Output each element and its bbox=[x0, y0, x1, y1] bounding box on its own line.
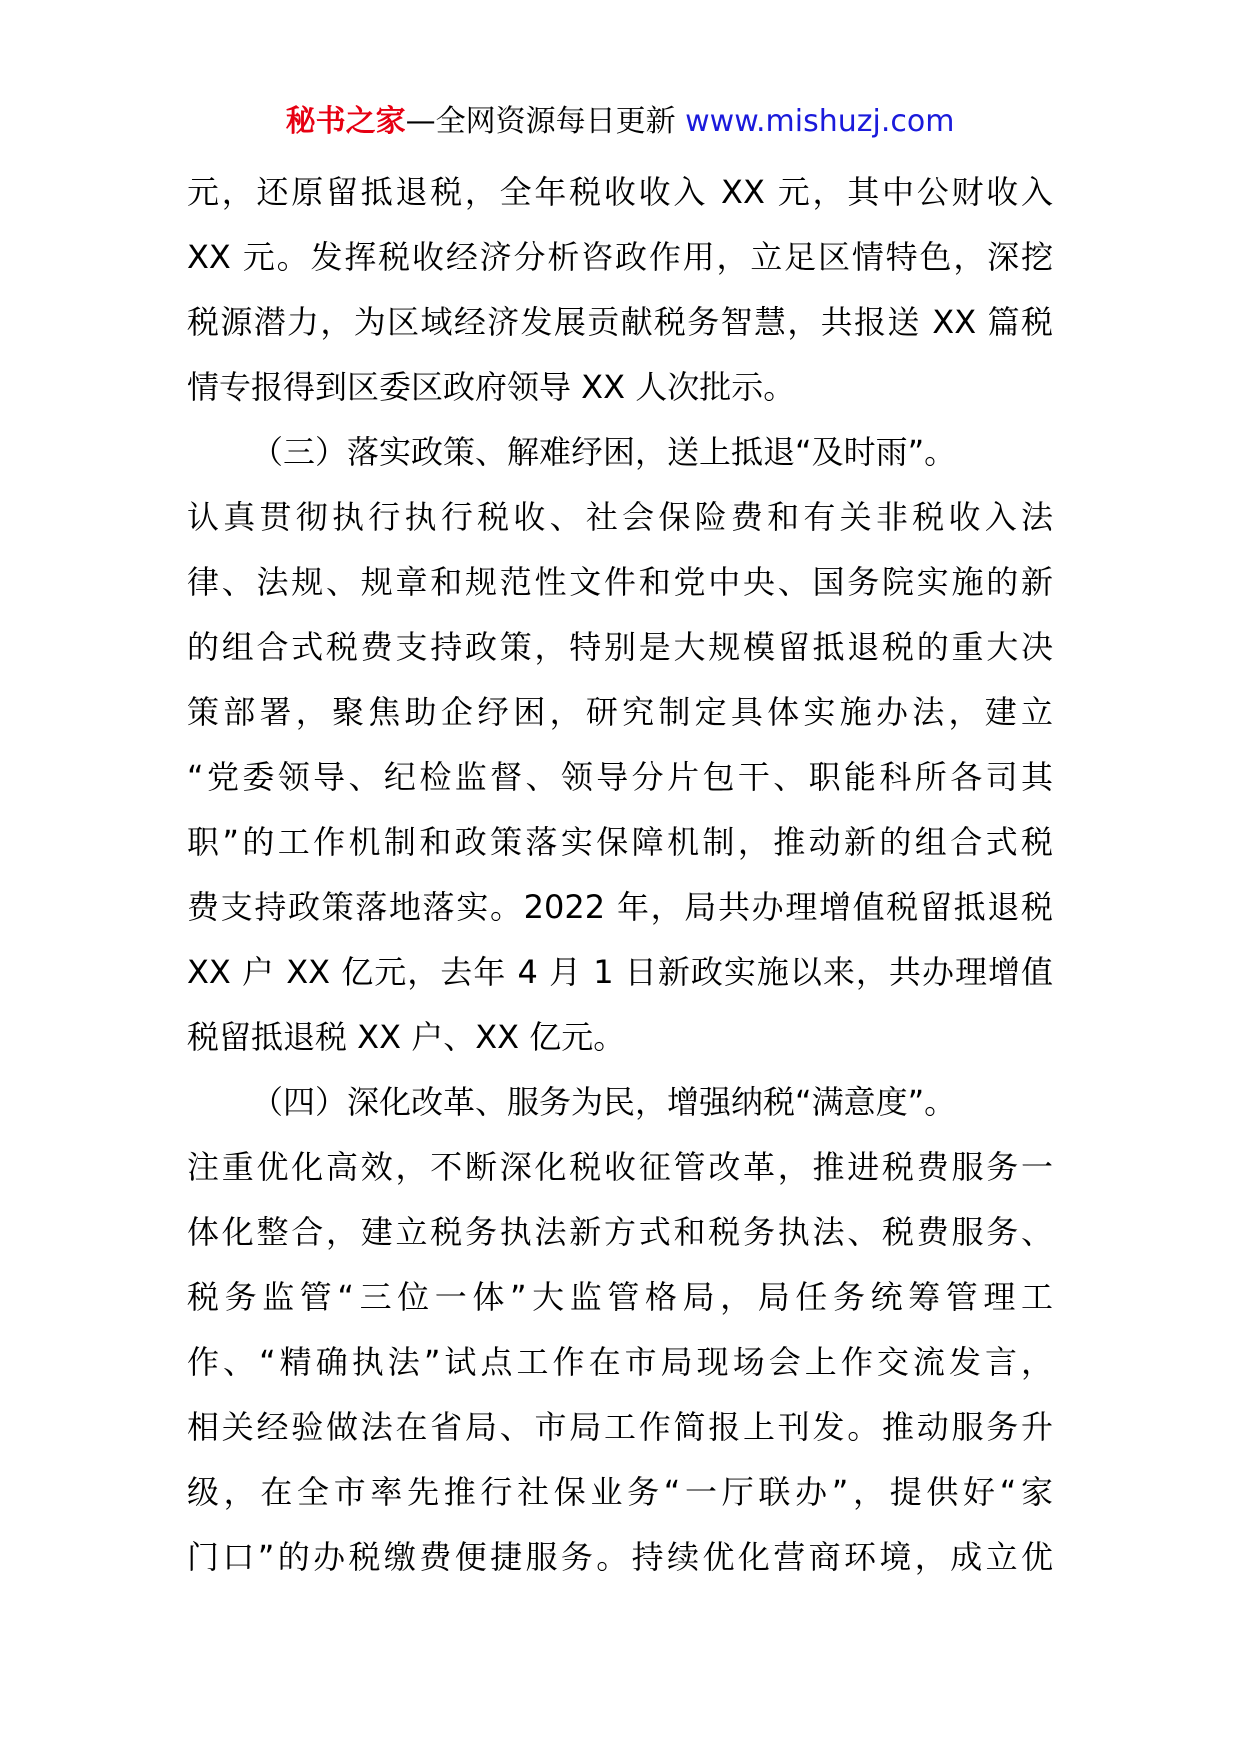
text-line: 作、“精确执法”试点工作在市局现场会上作交流发言， bbox=[187, 1343, 1053, 1381]
text-line: 策部署，聚焦助企纾困，研究制定具体实施办法，建立 bbox=[187, 693, 1053, 731]
text-line: 律、法规、规章和规范性文件和党中央、国务院实施的新 bbox=[187, 563, 1053, 601]
text-line: 级，在全市率先推行社保业务“一厅联办”，提供好“家 bbox=[187, 1473, 1053, 1511]
header-url-link[interactable]: www.mishuzj.com bbox=[685, 104, 955, 139]
section-heading: （三）落实政策、解难纾困，送上抵退“及时雨”。 bbox=[251, 433, 957, 471]
section-heading: （四）深化改革、服务为民，增强纳税“满意度”。 bbox=[251, 1083, 957, 1121]
text-line: XX 户 XX 亿元，去年 4 月 1 日新政实施以来，共办理增值 bbox=[187, 953, 1053, 991]
text-line: 体化整合，建立税务执法新方式和税务执法、税费服务、 bbox=[187, 1213, 1053, 1251]
header-brand: 秘书之家 bbox=[285, 104, 406, 139]
text-line: 认真贯彻执行执行税收、社会保险费和有关非税收入法 bbox=[187, 498, 1053, 536]
text-line: XX 元。发挥税收经济分析咨政作用，立足区情特色，深挖 bbox=[187, 238, 1053, 276]
header-slogan: —全网资源每日更新 bbox=[405, 104, 686, 139]
text-line: 税留抵退税 XX 户、XX 亿元。 bbox=[187, 1018, 626, 1056]
text-line: 元，还原留抵退税，全年税收收入 XX 元，其中公财收入 bbox=[187, 173, 1053, 211]
document-body bbox=[187, 160, 1053, 1590]
text-line: 费支持政策落地落实。2022 年，局共办理增值税留抵退税 bbox=[187, 888, 1053, 926]
text-line: 的组合式税费支持政策，特别是大规模留抵退税的重大决 bbox=[187, 628, 1053, 666]
text-line: 相关经验做法在省局、市局工作简报上刊发。推动服务升 bbox=[187, 1408, 1053, 1446]
text-line: 情专报得到区委区政府领导 XX 人次批示。 bbox=[187, 368, 796, 406]
watermark-header bbox=[0, 102, 1240, 142]
text-line: 注重优化高效，不断深化税收征管改革，推进税费服务一 bbox=[187, 1148, 1053, 1186]
text-line: 职”的工作机制和政策落实保障机制，推动新的组合式税 bbox=[187, 823, 1053, 861]
text-line: “党委领导、纪检监督、领导分片包干、职能科所各司其 bbox=[187, 758, 1053, 796]
text-line: 税务监管“三位一体”大监管格局，局任务统筹管理工 bbox=[187, 1278, 1053, 1316]
text-line: 门口”的办税缴费便捷服务。持续优化营商环境，成立优 bbox=[187, 1538, 1053, 1576]
text-line: 税源潜力，为区域经济发展贡献税务智慧，共报送 XX 篇税 bbox=[187, 303, 1053, 341]
